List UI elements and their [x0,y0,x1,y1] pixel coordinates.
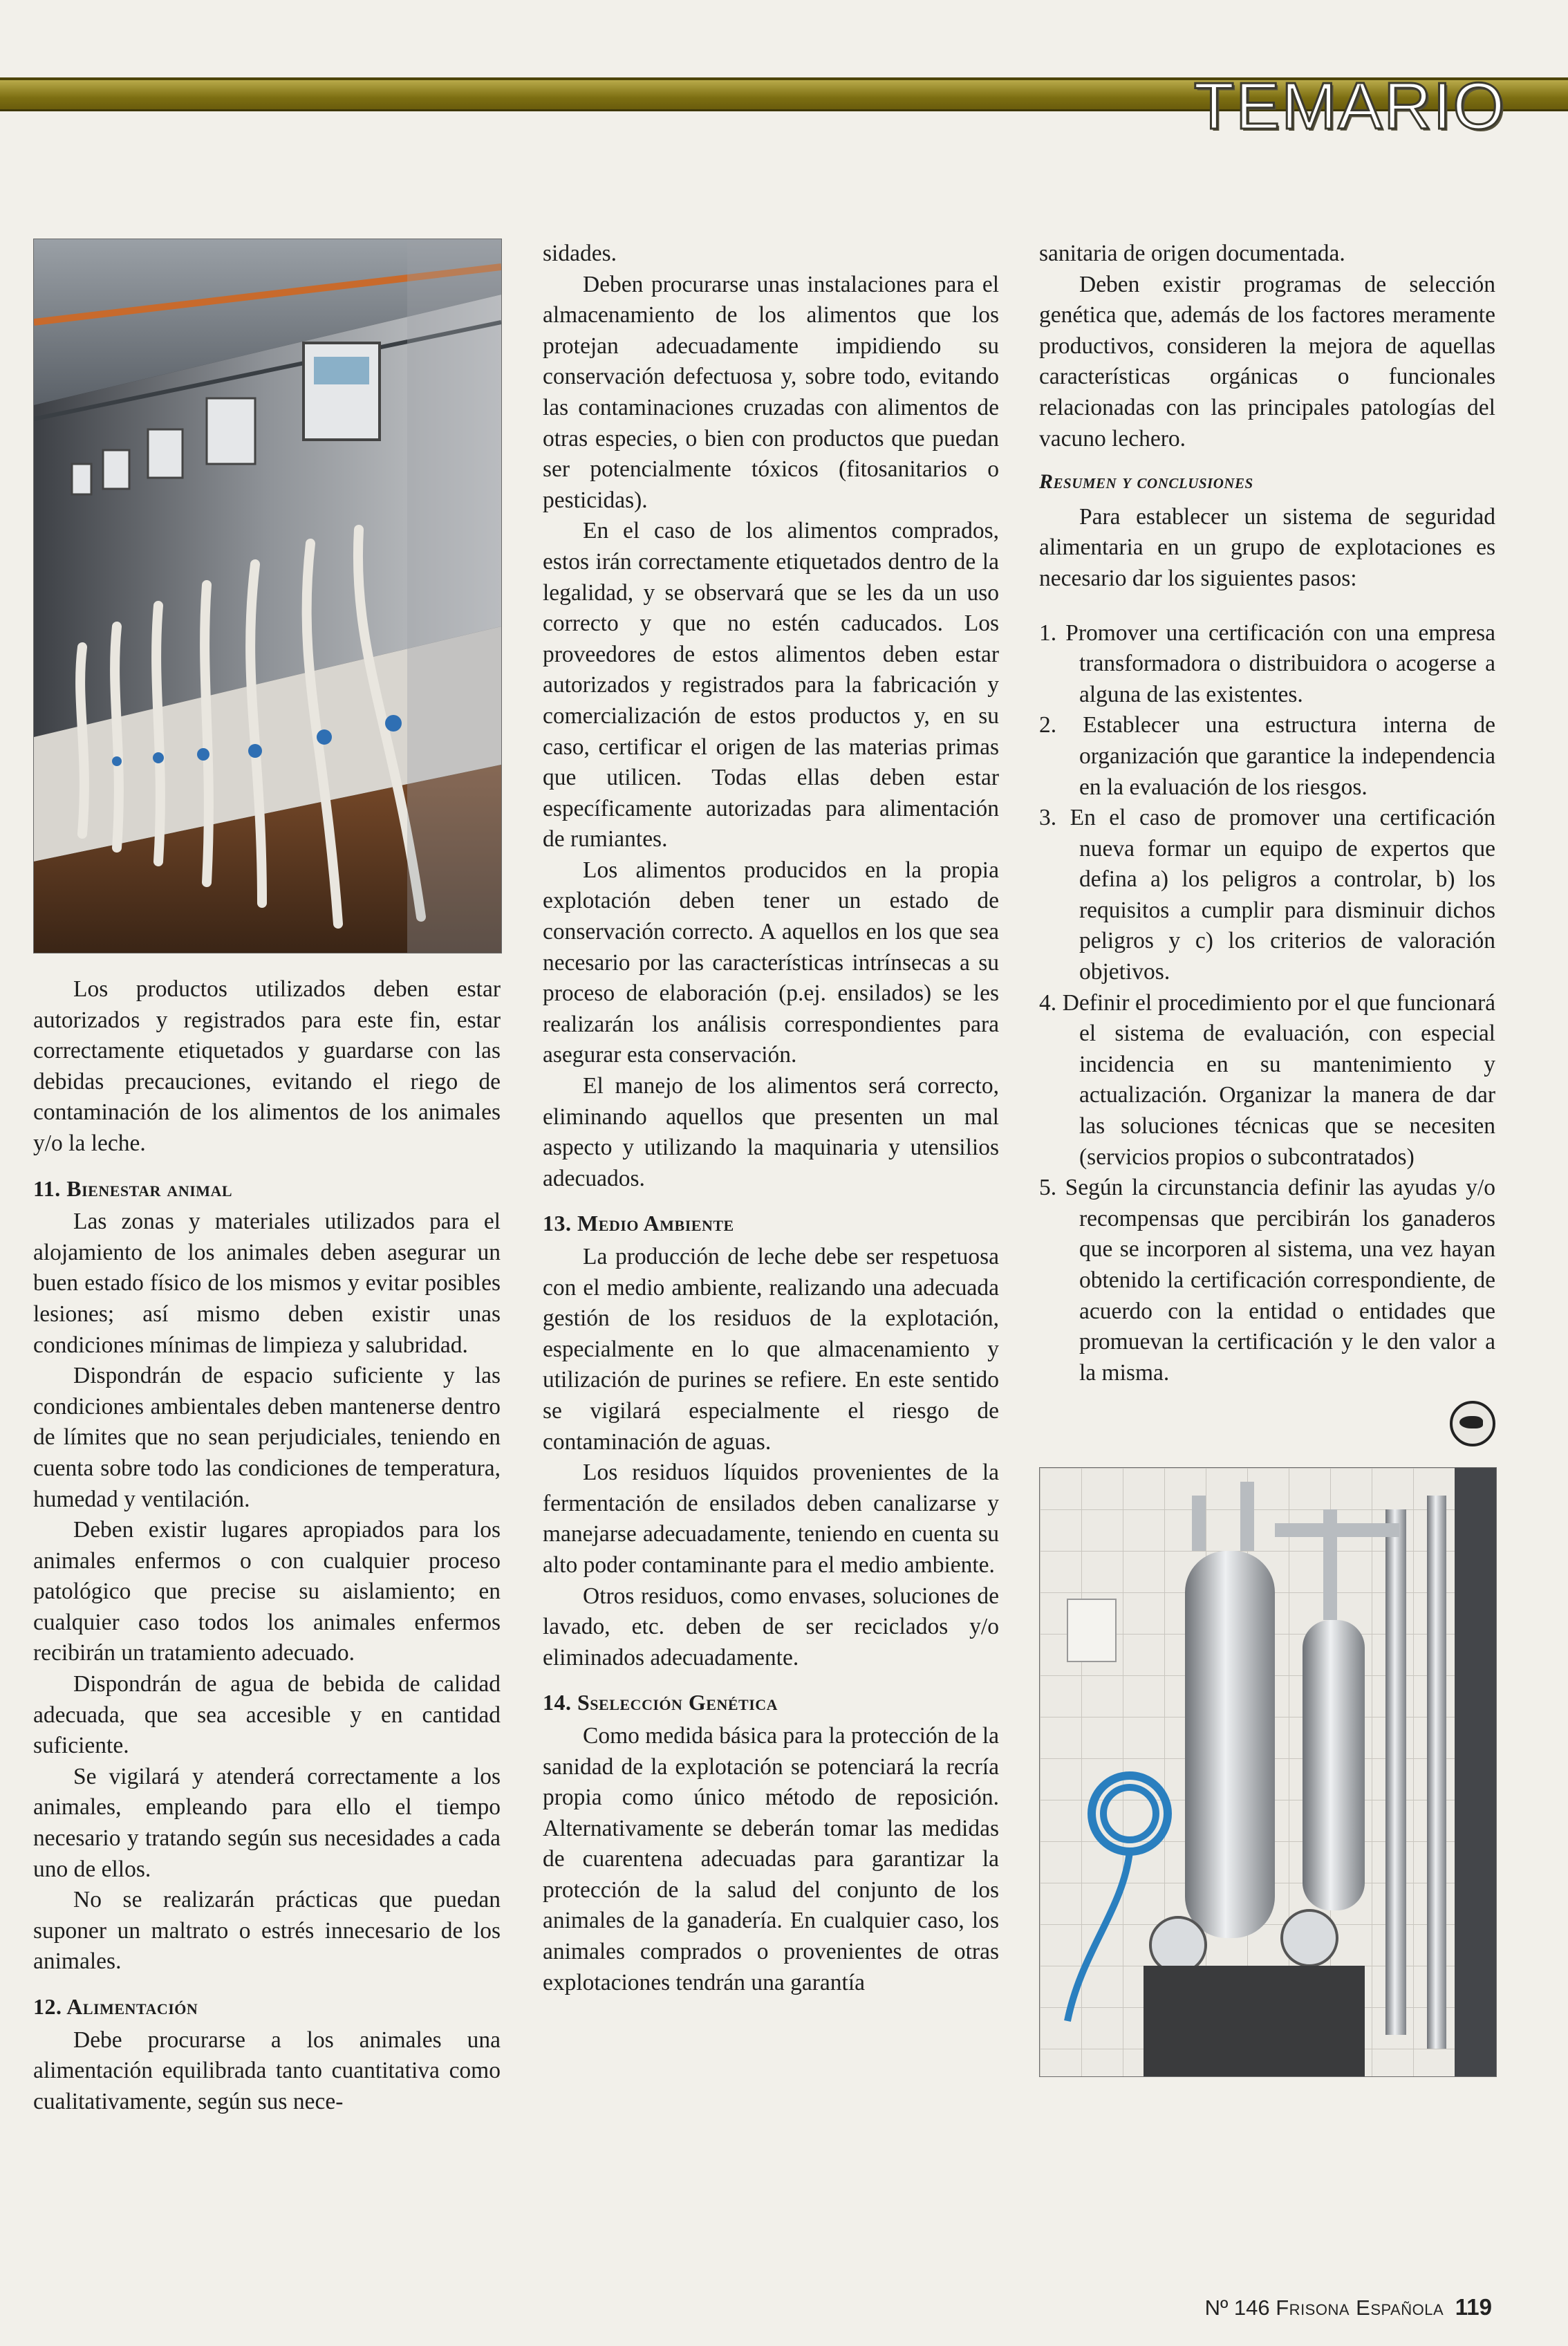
heading-bienestar: 11. Bienestar animal [33,1175,233,1201]
paragraph-continued: sidades. [543,241,617,266]
paragraph: En el caso de los alimentos comprados, estos irán correctamente etiquetados dentro de la legalidad, y se observará que se les da un uso correcto y que no estén caducados. Los proveedores de estos alimentos deben estar autorizados y registrados para la fabricación y comercialización de estos productos y, en su caso, certificar el origen de las materias primas que utilicen. Todas ellas deben estar específicamente autorizadas para alimentación de rumiantes. [543,518,999,853]
list-item: 2. Establecer una estructura interna de organización que garantice la independencia en la evaluación de los riesgos. [1039,712,1495,800]
paragraph: El manejo de los alimentos será correcto, eliminando aquellos que presenten un mal aspecto y utilizando la maquinaria y utensilios adecuados. [543,1073,999,1191]
paragraph: Los alimentos producidos en la propia explotación deben tener un estado de conservación correcto. A aquellos en los que sea necesario por las características intrínsecas a su proceso de elaboración (p.ej. ensilados) se les realizarán los análisis correspondientes para asegurar esta conservación. [543,857,999,1068]
paragraph-continued: sanitaria de origen documentada. [1039,241,1345,266]
list-item: 3. En el caso de promover una certificación nueva formar un equipo de expertos que defina a) los peligros a controlar, b) los requisitos a cumplir para disminuir dichos peligros y c) los criterios de valoración objetivos. [1039,805,1495,985]
list-item: 5. Según la circunstancia definir las ayudas y/o recompensas que percibirán los ganaderos que se incorporen al sistema, una vez hayan obtenido la certificación correspondiente, de acuerdo con la entidad o entidades que promuevan la certificación y le den valor a la misma. [1039,1175,1495,1386]
column-1 [33,239,501,2117]
cow-logo-icon [1450,1401,1495,1446]
paragraph: Dispondrán de agua de bebida de calidad adecuada, que sea accesible y en cantidad suficiente. [33,1671,501,1759]
page-number: 119 [1455,2294,1492,2320]
paragraph: Deben existir programas de selección genética que, además de los factores meramente productivos, consideren la mejora de aquellas características orgánicas o funcionales relacionadas con las principales patologías del vacuno lechero. [1039,271,1495,451]
heading-seleccion-genetica: 14. Sselección Genética [543,1690,778,1715]
column-2 [543,239,999,1998]
paragraph: Deben procurarse unas instalaciones para el almacenamiento de los alimentos que los protejan adecuadamente impidiendo su conservación defectuosa y, sobre todo, evitando las contaminaciones cruzadas con alimentos de otras especies, o bien con productos que puedan ser potencialmente tóxicos (fitosanitarios o pesticidas). [543,271,999,513]
paragraph: No se realizarán prácticas que puedan suponer un maltrato o estrés innecesario de los animales. [33,1887,501,1975]
paragraph: Debe procurarse a los animales una alimentación equilibrada tanto cuantitativa como cualitativamente, según sus nece- [33,2027,501,2114]
heading-resumen: Resumen y conclusiones [1039,470,1253,494]
paragraph: La producción de leche debe ser respetuosa con el medio ambiente, realizando una adecuada gestión de los residuos de la explotación, especialmente en lo que almacenamiento y utilización de purines se refiere. En este sentido se vigilará especialmente el riesgo de contaminación de aguas. [543,1244,999,1455]
paragraph: Dispondrán de espacio suficiente y las condiciones ambientales deben mantenerse dentro de límites que no sean perjudiciales, teniendo en cuenta sobre todo las condiciones de temperatura, humedad y ventilación. [33,1363,501,1512]
paragraph: Se vigilará y atenderá correctamente a los animales, empleando para ello el tiempo necesario y tratando según sus necesidades a cada uno de ellos. [33,1763,501,1882]
paragraph-products: Los productos utilizados deben estar autorizados y registrados para este fin, estar correctamente etiquetados y guardarse con las debidas precauciones, evitando el riego de contaminación de los alimentos de los animales y/o la leche. [33,976,501,1156]
paragraph: Los residuos líquidos provenientes de la fermentación de ensilados deben canalizarse y manejarse adecuadamente, teniendo en cuenta su alto poder contaminante para el medio ambiente. [543,1460,999,1578]
section-title: TEMARIO [1193,69,1506,143]
column-3 [1039,239,1495,2077]
milking-parlour-photo [33,239,502,953]
magazine-name: Frisona Española [1276,2296,1444,2320]
heading-medio-ambiente: 13. Medio Ambiente [543,1211,734,1236]
paragraph: Otros residuos, como envases, soluciones de lavado, etc. deben de ser reciclados y/o eliminados adecuadamente. [543,1583,999,1670]
heading-alimentacion: 12. Alimentación [33,1994,198,2019]
milk-tank-equipment-photo [1039,1467,1497,2077]
list-item: 1. Promover una certificación con una empresa transformadora o distribuidora o acogerse a alguna de las existentes. [1039,620,1495,707]
paragraph: Deben existir lugares apropiados para los animales enfermos o con cualquier proceso patológico que precise su aislamiento; en cualquier caso todos los animales enfermos recibirán un tratamiento adecuado. [33,1517,501,1666]
list-item: 4. Definir el procedimiento por el que funcionará el sistema de evaluación, con especial incidencia en su mantenimiento y actualización. Organizar la manera de dar las soluciones técnicas que se necesiten (servicios propios o subcontratados) [1039,989,1495,1170]
paragraph: Para establecer un sistema de seguridad alimentaria en un grupo de explotaciones es necesario dar los siguientes pasos: [1039,503,1495,591]
paragraph: Como medida básica para la protección de la sanidad de la explotación se potenciará la recría propia como único método de reposición. Alternativamente se deberán tomar las medidas de cuarentena adecuadas para garantizar la protección de la salud del conjunto de los animales de la ganadería. En cualquier caso, los animales comprados o provenientes de otras explotaciones tendrán una garantía [543,1722,999,1995]
paragraph: Las zonas y materiales utilizados para el alojamiento de los animales deben asegurar un buen estado físico de los mismos y evitar posibles lesiones; así mismo deben existir unas condiciones mínimas de limpieza y salubridad. [33,1209,501,1358]
spacer [1039,595,1495,618]
page-footer [1205,2294,1492,2320]
issue-number: Nº 146 [1204,2296,1270,2320]
